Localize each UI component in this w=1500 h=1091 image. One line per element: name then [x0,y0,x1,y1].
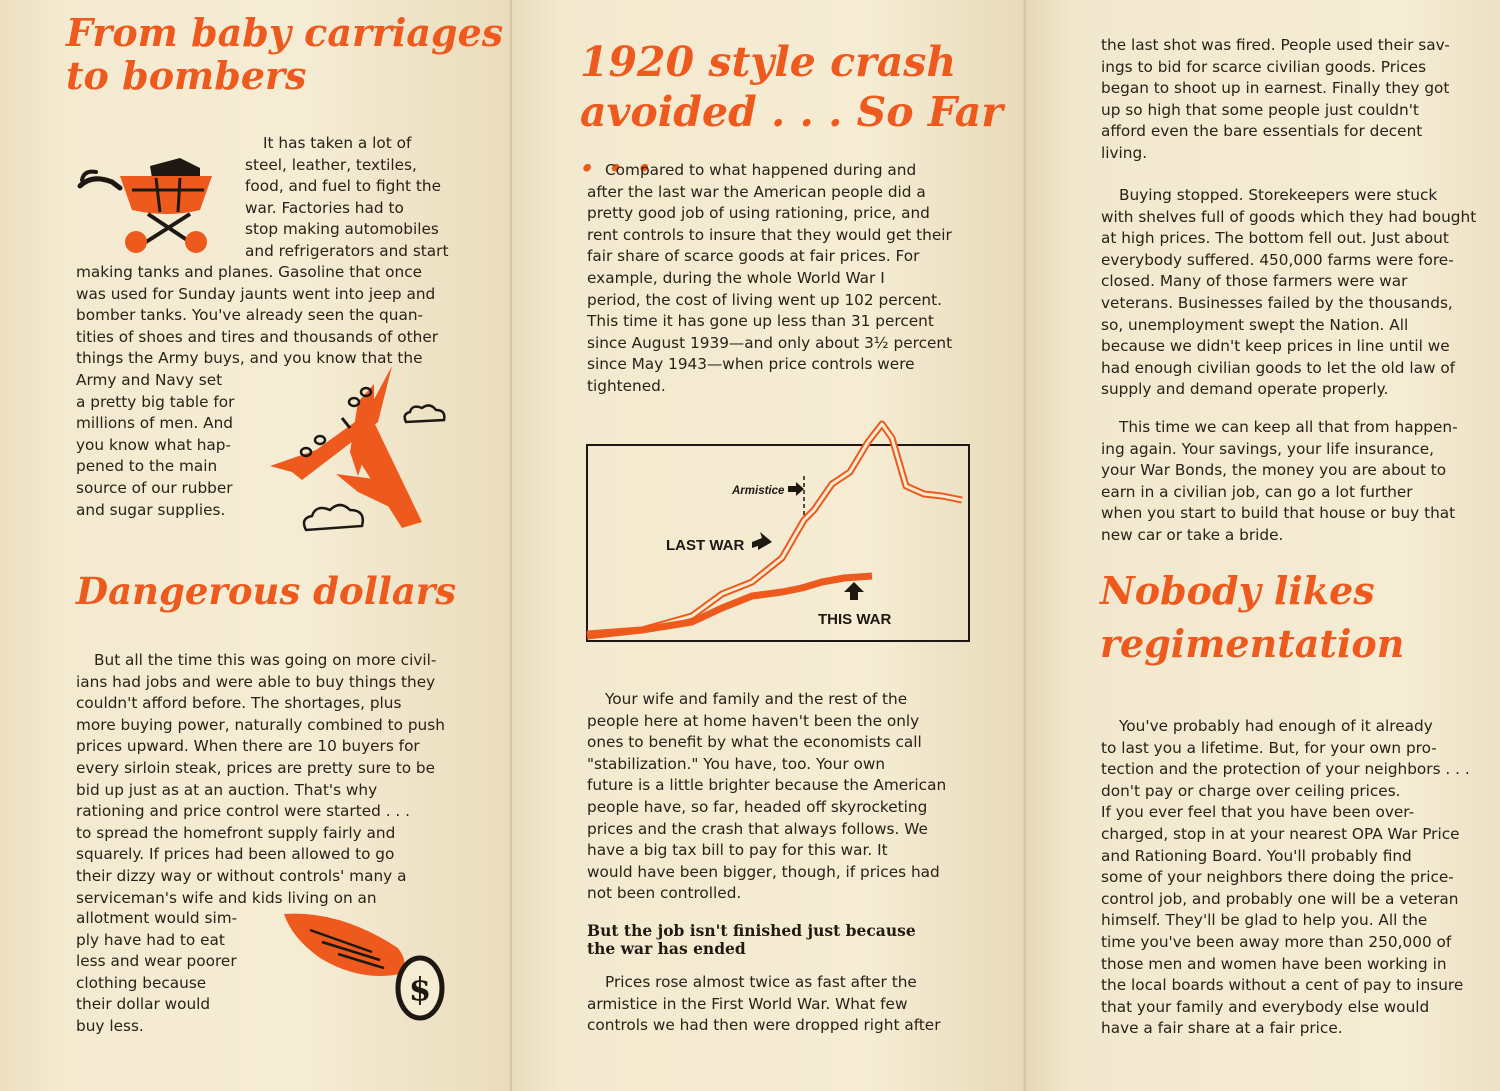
text-line: every sirloin steak, prices are pretty sure to be [76,758,436,777]
text-line: their dizzy way or without controls' many a [76,866,407,885]
text-line: less and wear poorer [76,952,237,971]
text-line: tection and the protection of your neighbors . . . [1101,760,1470,779]
text-line: Army and Navy set [76,371,223,389]
paragraph-compared [587,160,971,398]
text-line: and sugar supplies. [76,500,226,519]
text-line: tightened. [587,376,666,395]
text-line: pretty good job of using rationing, price, and [587,204,930,223]
text-line: the local boards without a cent of pay to insure [1101,976,1464,995]
paragraph-tanks-planes [76,262,460,370]
cloud-icon [300,500,370,536]
text-line: "stabilization." You have, too. Your own [587,754,886,773]
text-line: living. [1101,143,1148,162]
text-line: their dollar would [76,995,211,1014]
text-line: when you start to build that house or buy that [1101,504,1456,523]
last-war-line [587,424,962,634]
paragraph-your-wife [587,689,971,905]
right-panel [1026,0,1500,1091]
heading-line: From baby carriages [66,10,504,55]
heading-line: 1920 style crash [580,38,957,86]
text-line: couldn't afford before. The shortages, plus [76,694,402,713]
text-line: supply and demand operate properly. [1101,380,1389,399]
heading-line: to bombers [66,53,307,99]
text-line: that your family and everybody else would [1101,997,1430,1016]
heading-line: avoided . . . So Far . . . [580,88,1003,181]
text-line: buy less. [76,1016,144,1035]
text-line: some of your neighbors there doing the price- [1101,868,1454,887]
text-line: future is a little brighter because the American [587,776,947,795]
text-line: the last shot was fired. People used their sav- [1101,36,1450,54]
text-line: time you've been away more than 250,000 of [1101,932,1452,951]
text-line: a pretty big table for [76,392,235,411]
text-line: people have, so far, headed off skyrocketing [587,797,928,816]
text-line: pened to the main [76,457,218,476]
text-line: prices upward. When there are 10 buyers for [76,737,420,756]
text-line: control job, and probably one will be a veteran [1101,889,1459,908]
text-line: because we didn't keep prices in line until we [1101,337,1450,356]
text-line: rent controls to insure that they would get their [587,225,952,244]
armistice-arrow [788,482,804,496]
paragraph-allotment [76,908,248,1038]
text-line: rationing and price control were started . . . [76,802,411,821]
text-line: fair share of scarce goods at fair prices. For [587,247,920,266]
text-line: ings to bid for scarce civilian goods. Prices [1101,57,1427,76]
text-line: was used for Sunday jaunts went into jeep and [76,284,436,303]
text-line: you know what hap- [76,435,231,454]
text-line: to last you a lifetime. But, for your own pro- [1101,738,1437,757]
subheading-line: But the job isn't finished just because [587,921,916,940]
heading-line: Nobody likes [1100,568,1375,613]
text-line: to spread the homefront supply fairly and [76,823,396,842]
baby-carriage-icon [72,146,232,256]
text-line: at high prices. The bottom fell out. Just about [1101,229,1449,248]
text-line: began to shoot up in earnest. Finally they got [1101,79,1450,98]
text-line: ply have had to eat [76,930,225,949]
chart-label-this-war: THIS WAR [818,611,892,628]
text-line: tities of shoes and tires and thousands of other [76,327,439,346]
heading-1920-crash [580,40,1026,179]
text-line: It has taken a lot of [263,134,412,152]
text-line: himself. They'll be glad to help you. All the [1101,911,1428,930]
text-line: with shelves full of goods which they had bought [1101,207,1477,226]
text-line: period, the cost of living went up 102 percent. [587,290,942,309]
text-line: earn in a civilian job, can go a lot further [1101,482,1413,501]
text-line: not been controlled. [587,884,742,903]
text-line: and refrigerators and start [245,241,449,260]
chart-frame [587,445,969,641]
text-line: bomber tanks. You've already seen the quan- [76,306,424,325]
paragraph-army-navy [76,370,248,521]
text-line: afford even the bare essentials for decent [1101,122,1423,141]
text-line: don't pay or charge over ceiling prices. [1101,781,1401,800]
text-line: If you ever feel that you have been over- [1101,803,1415,822]
text-line: food, and fuel to fight the [245,177,442,196]
paragraph-last-shot [1101,35,1486,165]
text-line: Compared to what happened during and [605,161,917,179]
text-line: people here at home haven't been the only [587,711,920,730]
chart-label-last-war: LAST WAR [666,537,745,554]
price-comparison-chart [582,412,978,652]
text-line: prices and the crash that always follows. We [587,819,928,838]
text-line: But all the time this was going on more civil- [94,651,437,669]
subheading-job-not-finished [587,922,977,958]
paragraph-steel-leather [245,133,460,263]
this-war-arrow [844,582,864,600]
paragraph-prices-rose [587,972,971,1037]
text-line: source of our rubber [76,478,233,497]
text-line: clothing because [76,973,207,992]
text-line: millions of men. And [76,414,233,433]
paragraph-this-time [1101,417,1486,547]
text-line: You've probably had enough of it already [1119,717,1433,735]
left-panel [0,0,512,1091]
text-line: since August 1939—and only about 3½ percent [587,333,953,352]
text-line: new car or take a bride. [1101,525,1284,544]
text-line: your War Bonds, the money you are about to [1101,461,1447,480]
last-war-arrow [752,532,772,550]
text-line: bid up just as at an auction. That's why [76,780,378,799]
text-line: squarely. If prices had been allowed to go [76,845,395,864]
text-line: have a big tax bill to pay for this war. It [587,841,888,860]
text-line: making tanks and planes. Gasoline that once [76,263,423,281]
heading-nobody-likes-regimentation [1100,568,1405,667]
text-line: war. Factories had to [245,198,404,217]
text-line: allotment would sim- [76,909,238,927]
subheading-line: the war has ended [587,939,746,958]
heading-line: regimentation [1100,621,1405,667]
text-line: closed. Many of those farmers were war [1101,272,1408,291]
cloud-icon [400,402,450,428]
svg-text:$: $ [408,970,432,1008]
text-line: controls we had then were dropped right after [587,1016,941,1035]
text-line: ing again. Your savings, your life insurance, [1101,439,1434,458]
text-line: so, unemployment swept the Nation. All [1101,315,1409,334]
middle-panel [512,0,1026,1091]
heading-baby-carriages [66,10,504,99]
text-line: would have been bigger, though, if prices had [587,862,940,881]
paragraph-buying-stopped [1101,185,1486,401]
text-line: veterans. Businesses failed by the thousands, [1101,293,1453,312]
chart-label-armistice: Armistice [732,485,785,497]
text-line: This time it has gone up less than 31 percent [587,312,934,331]
text-line: those men and women have been working in [1101,954,1447,973]
text-line: since May 1943—when price controls were [587,355,915,374]
text-line: ones to benefit by what the economists call [587,733,922,752]
heading-dangerous-dollars [76,569,457,613]
text-line: Buying stopped. Storekeepers were stuck [1119,186,1438,204]
paragraph-dangerous-dollars [76,650,460,909]
text-line: after the last war the American people did a [587,182,926,201]
text-line: Your wife and family and the rest of the [605,690,908,708]
text-line: had enough civilian goods to let the old law of [1101,358,1456,377]
text-line: This time we can keep all that from happen- [1119,418,1458,436]
text-line: serviceman's wife and kids living on an [76,888,377,907]
text-line: example, during the whole World War I [587,268,885,287]
winged-dollar-coin-icon [280,908,470,1028]
text-line: have a fair share at a fair price. [1101,1019,1343,1038]
text-line: and Rationing Board. You'll probably find [1101,846,1412,865]
text-line: charged, stop in at your nearest OPA War Price [1101,824,1460,843]
text-line: up so high that some people just couldn't [1101,100,1419,119]
text-line: more buying power, naturally combined to push [76,715,445,734]
heading-line: Dangerous dollars [76,569,457,613]
text-line: ians had jobs and were able to buy things they [76,672,436,691]
text-line: everybody suffered. 450,000 farms were fore- [1101,250,1454,269]
text-line: steel, leather, textiles, [245,155,417,174]
text-line: stop making automobiles [245,220,439,239]
text-line: Prices rose almost twice as fast after the [605,973,917,991]
text-line: things the Army buys, and you know that the [76,349,423,368]
paragraph-youve-probably [1101,716,1486,1040]
text-line: armistice in the First World War. What few [587,994,908,1013]
